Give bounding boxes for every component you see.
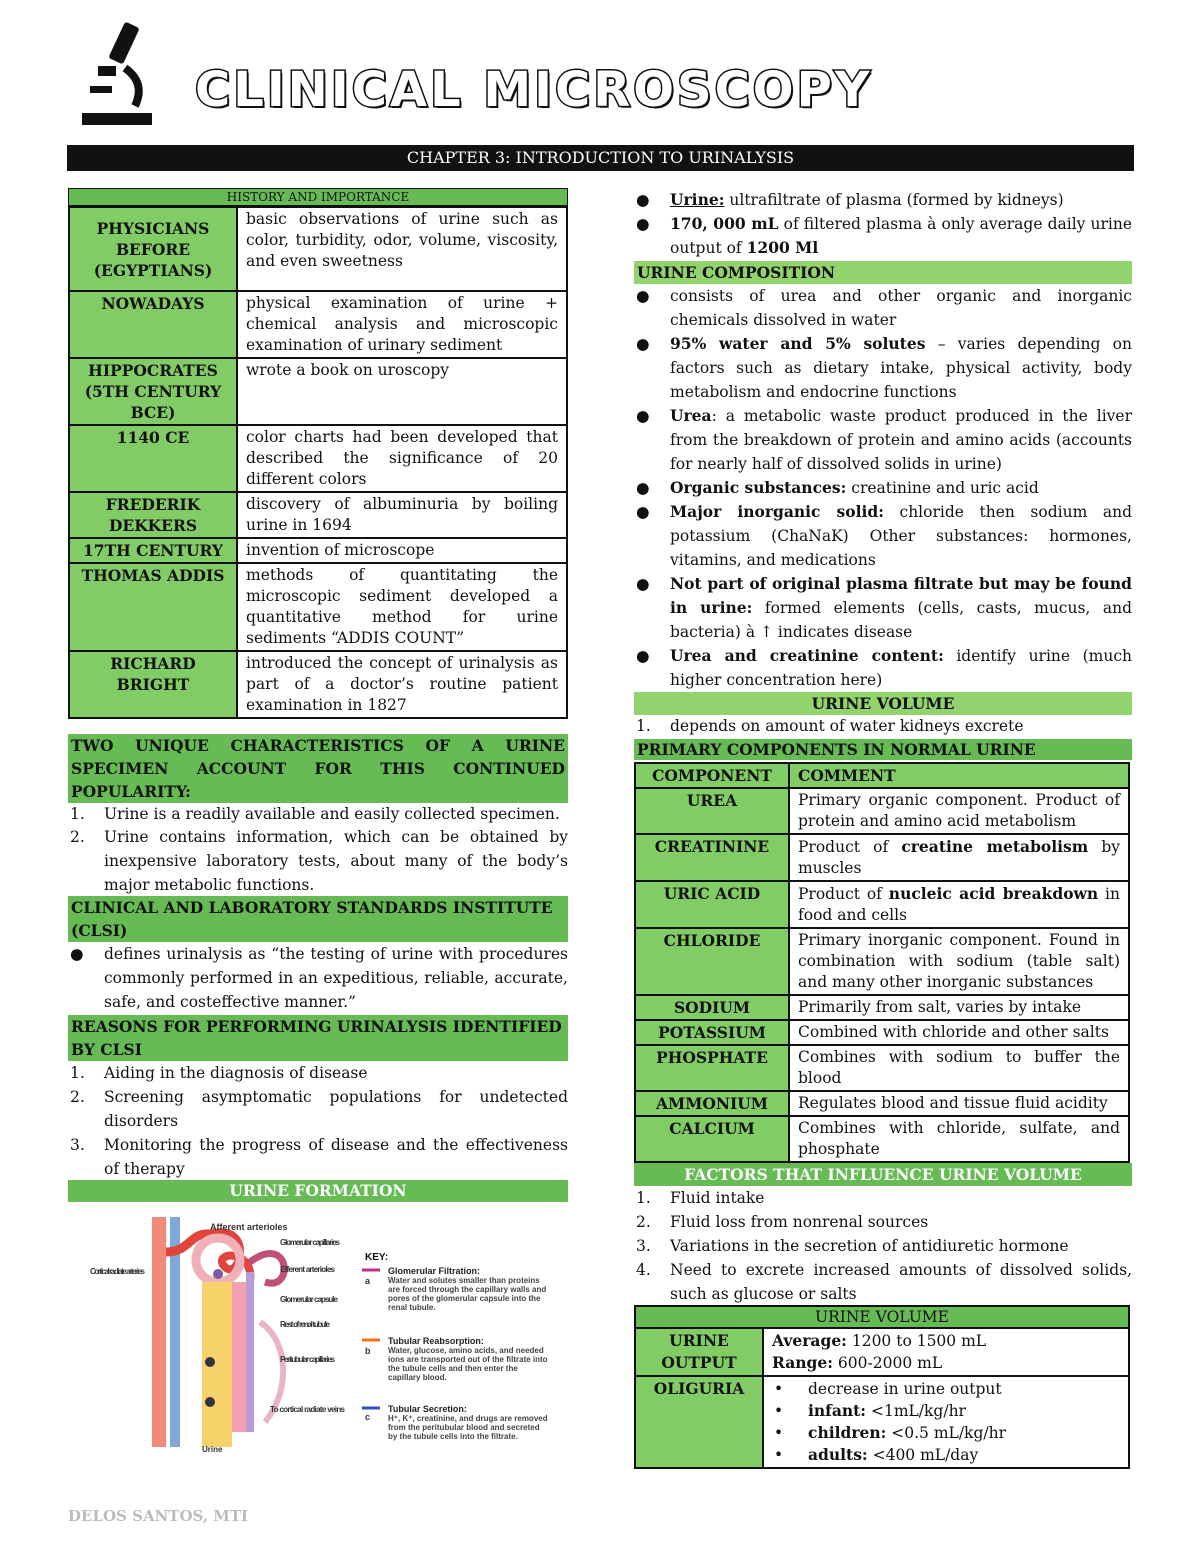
table-row: PHYSICIANS BEFORE (EGYPTIANS) basic observations of urine such as color, turbidity, odor, volume, viscosity, and even sweetness: [69, 207, 567, 291]
list-item: ● 95% water and 5% solutes – varies depending on factors such as dietary intake, physical activity, body metabolism and endocrine functions: [636, 334, 1132, 401]
list-item: ● Urea: a metabolic waste product produced in the liver from the breakdown of protein and amino acids (accounts for nearly half of dissolved solids in urine): [636, 406, 1132, 473]
svg-text:Glomerular Filtration:: Glomerular Filtration:: [388, 1266, 481, 1276]
two-unique-heading: TWO UNIQUE CHARACTERISTICS OF A URINE SPECIMEN ACCOUNT FOR THIS CONTINUED POPULARITY:: [68, 734, 568, 803]
list-item: 1. Urine is a readily available and easily collected specimen.: [70, 805, 560, 823]
svg-text:a: a: [365, 1276, 371, 1286]
svg-text:Urine: Urine: [202, 1445, 223, 1454]
urine-volume-section: [634, 692, 1132, 737]
table-row: 17TH CENTURY invention of microscope: [69, 538, 567, 563]
svg-text:KEY:: KEY:: [365, 1252, 389, 1263]
history-table: [68, 206, 568, 719]
reasons-heading: REASONS FOR PERFORMING URINALYSIS IDENTIFIED BY CLSI: [68, 1015, 568, 1061]
table-row: UREA Primary organic component. Product of protein and amino acid metabolism: [635, 788, 1129, 834]
factors-section: [634, 1163, 1132, 1306]
list-item: ● Urine: ultrafiltrate of plasma (formed by kidneys): [636, 190, 1064, 209]
table-row: OLIGURIA • decrease in urine output • infant: <1mL/kg/hr • children: <0.5 mL/kg/hr • adults: <400 mL/day: [635, 1376, 1129, 1468]
urine-volume-table-section: [634, 1305, 1130, 1469]
svg-text:Rest of renal tubule: Rest of renal tubule: [280, 1320, 330, 1329]
list-item: ● Urea and creatinine content: identify urine (much higher concentration here): [636, 646, 1132, 689]
svg-text:Peritubular capillaries: Peritubular capillaries: [280, 1355, 335, 1364]
urine-volume-table: [634, 1305, 1130, 1469]
chapter-bar: CHAPTER 3: INTRODUCTION TO URINALYSIS: [67, 145, 1134, 171]
svg-text:Tubular Secretion:: Tubular Secretion:: [388, 1404, 467, 1414]
table-row: 1140 CE color charts had been developed that described the significance of 20 different colors: [69, 425, 567, 492]
clsi-heading: CLINICAL AND LABORATORY STANDARDS INSTITUTE (CLSI): [68, 896, 568, 942]
table-row: POTASSIUM Combined with chloride and other salts: [635, 1020, 1129, 1045]
table-row: CHLORIDE Primary inorganic component. Found in combination with sodium (table salt) and many other inorganic substances: [635, 928, 1129, 995]
primary-heading: PRIMARY COMPONENTS IN NORMAL URINE: [634, 739, 1132, 760]
table-row: PHOSPHATE Combines with sodium to buffer the blood: [635, 1045, 1129, 1091]
urine-formation-heading: URINE FORMATION: [68, 1180, 568, 1202]
clsi-section: [68, 896, 568, 1014]
components-table: [634, 762, 1130, 1163]
label-cortical: Cortical radiate arteries: [90, 1267, 145, 1276]
svg-text:c: c: [365, 1412, 371, 1422]
svg-text:Glomerular capsule: Glomerular capsule: [280, 1295, 338, 1304]
table-row: CALCIUM Combines with chloride, sulfate, and phosphate: [635, 1116, 1129, 1162]
list-item: ● consists of urea and other organic and inorganic chemicals dissolved in water: [636, 287, 1132, 329]
table-row: SODIUM Primarily from salt, varies by intake: [635, 995, 1129, 1020]
history-section: [68, 188, 568, 719]
microscope-icon: [80, 18, 155, 128]
svg-text:Tubular Reabsorption:: Tubular Reabsorption:: [388, 1336, 484, 1346]
primary-components-section: [634, 739, 1132, 1163]
table-row: NOWADAYS physical examination of urine + chemical analysis and microscopic examination of urinary sediment: [69, 291, 567, 358]
table-row: FREDERIK DEKKERS discovery of albuminuria by boiling urine in 1694: [69, 492, 567, 538]
list-item: • adults: <400 mL/day: [774, 1445, 979, 1464]
factors-heading: FACTORS THAT INFLUENCE URINE VOLUME: [634, 1163, 1132, 1186]
table-row: URINE OUTPUT Average: 1200 to 1500 mL Range: 600-2000 mL: [635, 1328, 1129, 1376]
history-heading: HISTORY AND IMPORTANCE: [68, 188, 568, 206]
list-item: 2. Fluid loss from nonrenal sources: [636, 1213, 929, 1231]
svg-text:Afferent arterioles: Afferent arterioles: [210, 1222, 288, 1232]
list-item: ● Major inorganic solid: chloride then sodium and potassium (ChaNaK) Other substances: hormones, vitamins, and medications: [636, 502, 1132, 569]
table-row: AMMONIUM Regulates blood and tissue fluid acidity: [635, 1091, 1129, 1116]
composition-section: [634, 261, 1132, 692]
list-item: • infant: <1mL/kg/hr: [774, 1401, 966, 1420]
list-item: 1. Aiding in the diagnosis of disease: [70, 1064, 368, 1082]
list-item: ● 170, 000 mL of filtered plasma à only average daily urine output of 1200 Ml: [636, 214, 1132, 257]
list-item: 3. Variations in the secretion of antidiuretic hormone: [636, 1237, 1069, 1255]
table-row: CREATININE Product of creatine metabolism by muscles: [635, 834, 1129, 881]
footer-author: DELOS SANTOS, MTI: [68, 1507, 249, 1525]
table-row: RICHARD BRIGHT introduced the concept of urinalysis as part of a doctor’s routine patient examination in 1827: [69, 651, 567, 718]
table-row: COMPONENT COMMENT: [635, 763, 1129, 788]
svg-text:b: b: [365, 1346, 371, 1356]
table-row: HIPPOCRATES (5TH CENTURY BCE) wrote a book on uroscopy: [69, 358, 567, 425]
svg-text:Efferent arterioles: Efferent arterioles: [280, 1265, 335, 1274]
urine-definition-section: [634, 188, 1132, 260]
table-row: URIC ACID Product of nucleic acid breakdown in food and cells: [635, 881, 1129, 928]
two-unique-section: [68, 734, 568, 897]
table-row: URINE VOLUME: [635, 1306, 1129, 1328]
list-item: 4. Need to excrete increased amounts of dissolved solids, such as glucose or salts: [636, 1261, 1132, 1303]
svg-text:Glomerular capillaries: Glomerular capillaries: [280, 1238, 340, 1247]
composition-heading: URINE COMPOSITION: [634, 261, 1132, 284]
urine-volume-heading: URINE VOLUME: [634, 692, 1132, 715]
list-item: ● defines urinalysis as “the testing of urine with procedures commonly performed in an expeditious, reliable, accurate, safe, and costeffective manner.”: [70, 945, 568, 1011]
list-item: ● Not part of original plasma filtrate but may be found in urine: formed elements (cells, casts, mucus, and bacteria) à ↑ indicates disease: [636, 574, 1132, 641]
table-row: THOMAS ADDIS methods of quantitating the microscopic sediment developed a quantitative method for urine sediments “ADDIS COUNT”: [69, 563, 567, 651]
list-item: 2. Urine contains information, which can be obtained by inexpensive laboratory tests, about many of the body’s major metabolic functions.: [70, 828, 568, 894]
list-item: 2. Screening asymptomatic populations for undetected disorders: [70, 1088, 568, 1130]
urine-formation-diagram: Cortical radiate arteries Afferent arterioles Glomerular capillaries Efferent arterioles Glomerular capsule Rest of renal tubule Peritubular capillaries To cortical radiate veins Urine KEY: a Glomerular Filtration: Water and solutes smaller than proteins are forced through the capillary walls and pores of the glomerular capsule into the renal tubule. b Tubular Reabsorption: Water, glucose, amino acids, and needed ions are transported out of the filtrate into the tubule cells and then enter the capillary blood. c Tubular Secretion: H⁺, K⁺, creatinine, and drugs are removed from the peritubular blood and secreted by the tubule cells into the filtrate.: [90, 1212, 550, 1457]
list-item: 3. Monitoring the progress of disease and the effectiveness of therapy: [70, 1136, 568, 1178]
reasons-section: [68, 1015, 568, 1181]
page-title: CLINICAL MICROSCOPY: [195, 62, 873, 118]
list-item: 1. depends on amount of water kidneys excrete: [636, 717, 1024, 735]
list-item: ● Organic substances: creatinine and uric acid: [636, 478, 1039, 497]
svg-text:To cortical radiate veins: To cortical radiate veins: [270, 1405, 345, 1414]
list-item: • decrease in urine output: [774, 1380, 1002, 1398]
list-item: 1. Fluid intake: [636, 1189, 765, 1207]
list-item: • children: <0.5 mL/kg/hr: [774, 1423, 1006, 1442]
